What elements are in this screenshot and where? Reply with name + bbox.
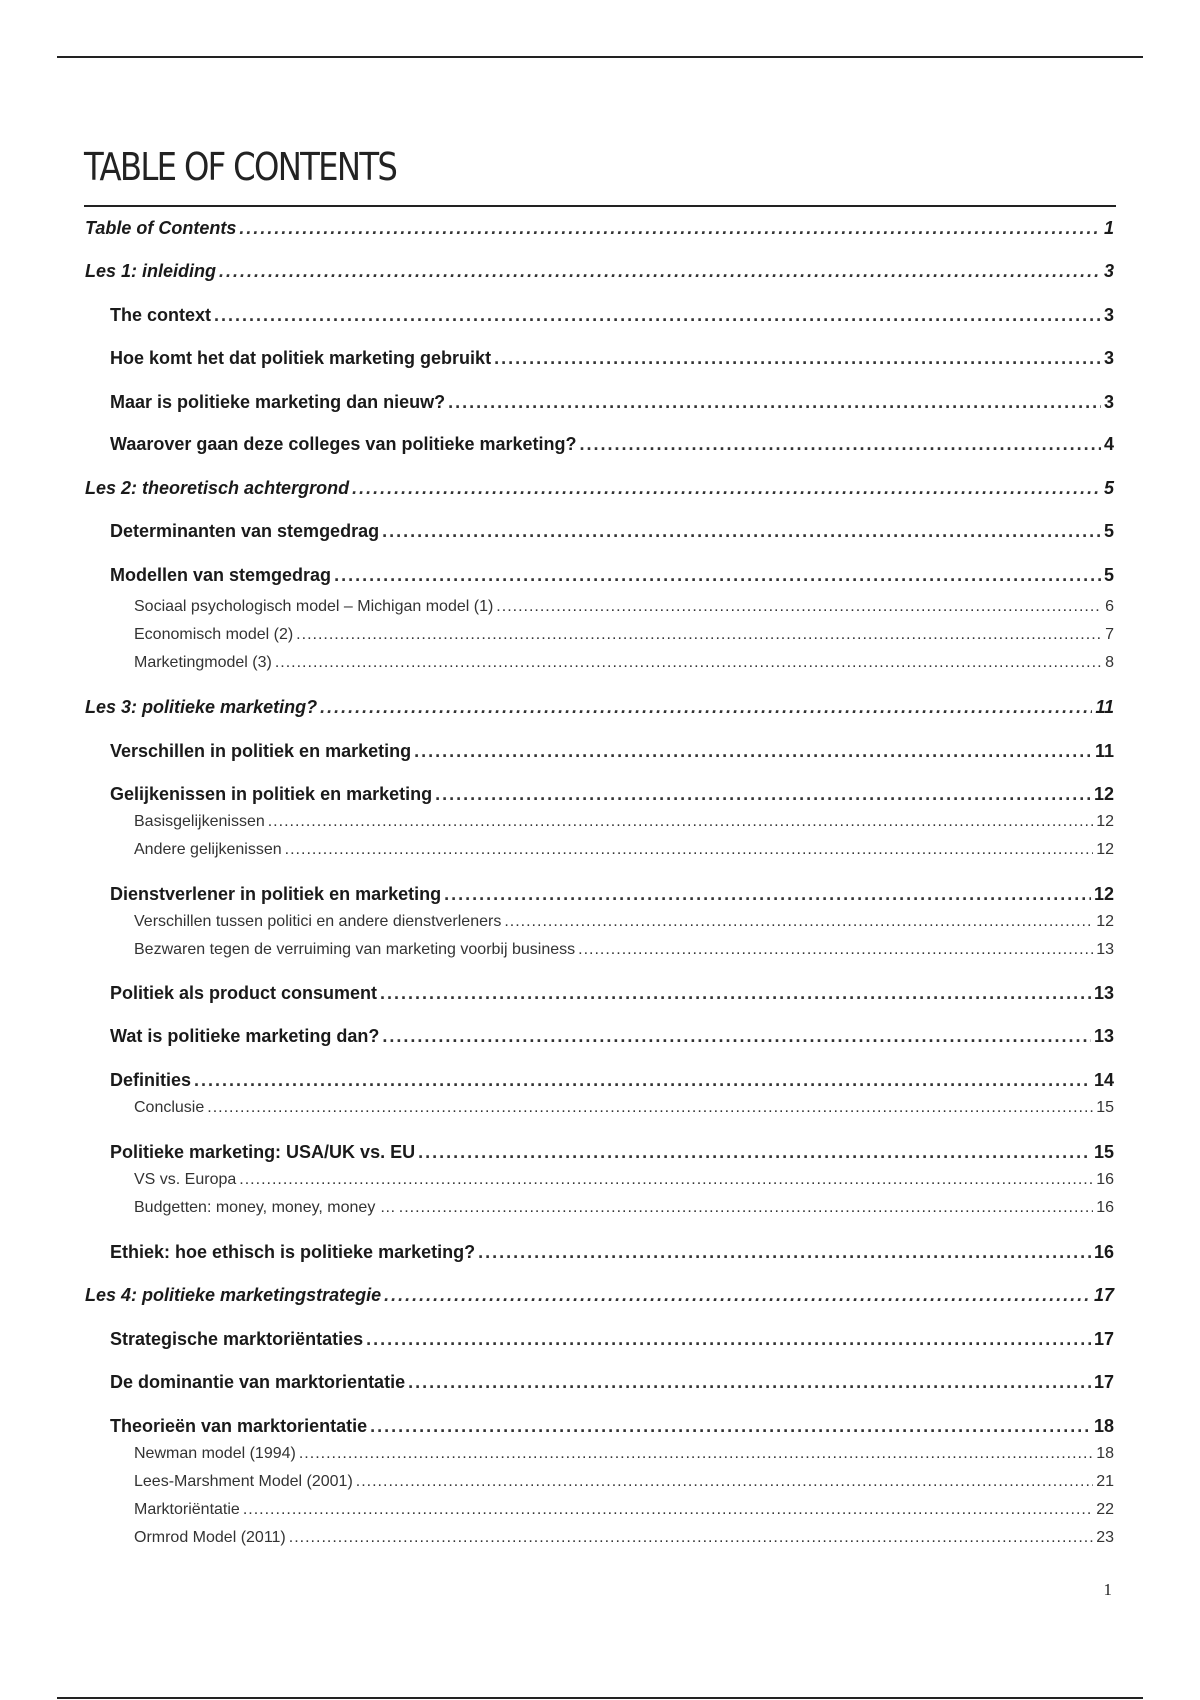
toc-entry-page: 17 — [1093, 1372, 1114, 1392]
toc-entry-level-2[interactable] — [0, 784, 1200, 805]
toc-dot-leader — [444, 884, 1091, 905]
toc-dot-leader — [296, 626, 1102, 644]
toc-entry-label: Gelijkenissen in politiek en marketing — [110, 784, 433, 804]
toc-dot-leader — [194, 1070, 1091, 1091]
toc-entry-page: 22 — [1096, 1501, 1114, 1518]
toc-entry-label: VS vs. Europa — [134, 1171, 237, 1188]
toc-dot-leader — [243, 1501, 1093, 1519]
toc-dot-leader — [408, 1372, 1091, 1393]
toc-dot-leader — [494, 348, 1101, 369]
page-number: 1 — [1103, 1580, 1112, 1599]
toc-entry-label: Sociaal psychologisch model – Michigan model (1) — [134, 598, 494, 615]
toc-entry-level-3[interactable] — [0, 1171, 1200, 1189]
toc-entry-label: Marktoriëntatie — [134, 1501, 240, 1518]
toc-entry-level-1[interactable] — [0, 1285, 1200, 1306]
toc-entry-page: 5 — [1103, 565, 1114, 585]
toc-entry-level-3[interactable] — [0, 1445, 1200, 1463]
toc-entry-page: 18 — [1093, 1416, 1114, 1436]
toc-entry-page: 12 — [1093, 784, 1114, 804]
toc-dot-leader — [384, 1285, 1091, 1306]
toc-dot-leader — [214, 305, 1101, 326]
toc-entry-page: 8 — [1105, 654, 1114, 671]
toc-entry-level-2[interactable] — [0, 392, 1200, 413]
toc-entry-level-3[interactable] — [0, 813, 1200, 831]
toc-entry-label: Politiek als product consument — [110, 983, 378, 1003]
toc-entry-level-1[interactable] — [0, 261, 1200, 282]
toc-dot-leader — [382, 521, 1101, 542]
toc-entry-label: Determinanten van stemgedrag — [110, 521, 380, 541]
toc-entry-label: Ethiek: hoe ethisch is politieke marketing? — [110, 1242, 476, 1262]
toc-entry-page: 13 — [1093, 1026, 1114, 1046]
toc-entry-level-2[interactable] — [0, 348, 1200, 369]
toc-entry-label: Andere gelijkenissen — [134, 841, 282, 858]
toc-entry-page: 12 — [1093, 884, 1114, 904]
toc-dot-leader — [478, 1242, 1091, 1263]
toc-entry-label: Les 4: politieke marketingstrategie — [85, 1285, 382, 1305]
toc-entry-label: Theorieën van marktorientatie — [110, 1416, 368, 1436]
toc-dot-leader — [418, 1142, 1091, 1163]
toc-entry-level-3[interactable] — [0, 1199, 1200, 1217]
toc-entry-page: 11 — [1094, 741, 1114, 761]
toc-dot-leader — [382, 1026, 1091, 1047]
toc-entry-page: 12 — [1096, 841, 1114, 858]
toc-dot-leader — [580, 434, 1101, 455]
toc-entry-label: Les 2: theoretisch achtergrond — [85, 478, 350, 498]
toc-entry-label: Bezwaren tegen de verruiming van marketing voorbij business — [134, 941, 576, 958]
toc-dot-leader — [414, 741, 1092, 762]
toc-dot-leader — [370, 1416, 1091, 1437]
toc-entry-label: Waarover gaan deze colleges van politieke marketing? — [110, 434, 577, 454]
toc-entry-label: Conclusie — [134, 1099, 205, 1116]
toc-entry-level-2[interactable] — [0, 1070, 1200, 1091]
toc-entry-page: 17 — [1093, 1329, 1114, 1349]
toc-entry-label: Politieke marketing: USA/UK vs. EU — [110, 1142, 416, 1162]
toc-entry-page: 3 — [1103, 392, 1114, 412]
toc-entry-page: 3 — [1103, 348, 1114, 368]
toc-dot-leader — [285, 841, 1094, 859]
toc-entry-level-2[interactable] — [0, 565, 1200, 586]
toc-entry-label: Verschillen tussen politici en andere dienstverleners — [134, 913, 502, 930]
toc-entry-label: Dienstverlener in politiek en marketing — [110, 884, 442, 904]
toc-entry-label: De dominantie van marktorientatie — [110, 1372, 406, 1392]
toc-entry-label: Newman model (1994) — [134, 1445, 296, 1462]
toc-entry-page: 18 — [1096, 1445, 1114, 1462]
toc-entry-page: 14 — [1093, 1070, 1114, 1090]
toc-entry-level-3[interactable] — [0, 1529, 1200, 1547]
toc-entry-level-2[interactable] — [0, 305, 1200, 326]
toc-dot-leader — [352, 478, 1101, 499]
toc-entry-page: 4 — [1103, 434, 1114, 454]
toc-entry-level-1[interactable] — [0, 697, 1200, 718]
toc-entry-page: 16 — [1093, 1242, 1114, 1262]
toc-entry-page: 3 — [1103, 305, 1114, 325]
toc-entry-level-1[interactable] — [0, 218, 1200, 239]
toc-dot-leader — [334, 565, 1101, 586]
toc-dot-leader — [448, 392, 1101, 413]
toc-entry-level-3[interactable] — [0, 913, 1200, 931]
toc-entry-level-3[interactable] — [0, 941, 1200, 959]
toc-dot-leader — [366, 1329, 1091, 1350]
toc-entry-page: 13 — [1093, 983, 1114, 1003]
page-title: TABLE OF CONTENTS — [84, 145, 397, 189]
toc-entry-level-2[interactable] — [0, 1372, 1200, 1393]
toc-dot-leader — [496, 598, 1102, 616]
toc-entry-label: Basisgelijkenissen — [134, 813, 265, 830]
toc-entry-page: 6 — [1105, 598, 1114, 615]
toc-entry-level-3[interactable] — [0, 841, 1200, 859]
toc-entry-level-3[interactable] — [0, 626, 1200, 644]
toc-entry-level-2[interactable] — [0, 983, 1200, 1004]
toc-entry-page: 12 — [1096, 813, 1114, 830]
toc-entry-level-3[interactable] — [0, 1473, 1200, 1491]
toc-entry-label: Budgetten: money, money, money … — [134, 1199, 396, 1216]
toc-entry-page: 21 — [1096, 1473, 1114, 1490]
toc-dot-leader — [578, 941, 1093, 959]
toc-entry-level-3[interactable] — [0, 1099, 1200, 1117]
title-underline — [84, 205, 1116, 207]
toc-dot-leader — [399, 1199, 1093, 1217]
toc-dot-leader — [219, 261, 1101, 282]
toc-dot-leader — [275, 654, 1102, 672]
toc-dot-leader — [380, 983, 1091, 1004]
toc-entry-page: 15 — [1093, 1142, 1114, 1162]
toc-entry-level-2[interactable] — [0, 1329, 1200, 1350]
toc-entry-label: Strategische marktoriëntaties — [110, 1329, 364, 1349]
toc-entry-page: 7 — [1105, 626, 1114, 643]
toc-entry-level-2[interactable] — [0, 1242, 1200, 1263]
toc-entry-page: 11 — [1095, 697, 1114, 717]
toc-entry-page: 5 — [1103, 521, 1114, 541]
toc-entry-label: Lees-Marshment Model (2001) — [134, 1473, 353, 1490]
toc-entry-level-3[interactable] — [0, 654, 1200, 672]
toc-dot-leader — [268, 813, 1093, 831]
toc-dot-leader — [320, 697, 1092, 718]
toc-entry-level-2[interactable] — [0, 1142, 1200, 1163]
toc-entry-label: Les 1: inleiding — [85, 261, 217, 281]
toc-entry-label: Marketingmodel (3) — [134, 654, 272, 671]
toc-entry-page: 17 — [1093, 1285, 1114, 1305]
toc-entry-level-2[interactable] — [0, 1026, 1200, 1047]
toc-entry-page: 15 — [1096, 1099, 1114, 1116]
toc-entry-label: Verschillen in politiek en marketing — [110, 741, 412, 761]
toc-entry-level-2[interactable] — [0, 434, 1200, 455]
toc-entry-label: Ormrod Model (2011) — [134, 1529, 286, 1546]
toc-entry-page: 12 — [1096, 913, 1114, 930]
toc-entry-page: 13 — [1096, 941, 1114, 958]
toc-entry-page: 1 — [1103, 218, 1114, 238]
toc-entry-label: Definities — [110, 1070, 192, 1090]
toc-dot-leader — [289, 1529, 1093, 1547]
toc-entry-page: 5 — [1103, 478, 1114, 498]
toc-entry-label: Maar is politieke marketing dan nieuw? — [110, 392, 446, 412]
footer-rule — [57, 1697, 1143, 1699]
toc-dot-leader — [239, 218, 1101, 239]
toc-entry-level-2[interactable] — [0, 1416, 1200, 1437]
toc-dot-leader — [504, 913, 1093, 931]
toc-entry-page: 16 — [1096, 1171, 1114, 1188]
toc-entry-label: Table of Contents — [85, 218, 237, 238]
toc-entry-label: Les 3: politieke marketing? — [85, 697, 318, 717]
toc-entry-level-2[interactable] — [0, 741, 1200, 762]
toc-entry-page: 3 — [1103, 261, 1114, 281]
toc-entry-level-3[interactable] — [0, 598, 1200, 616]
toc-entry-label: Hoe komt het dat politiek marketing gebruikt — [110, 348, 492, 368]
toc-dot-leader — [356, 1473, 1093, 1491]
toc-entry-label: The context — [110, 305, 212, 325]
toc-dot-leader — [435, 784, 1091, 805]
toc-entry-label: Modellen van stemgedrag — [110, 565, 332, 585]
toc-entry-level-3[interactable] — [0, 1501, 1200, 1519]
toc-dot-leader — [239, 1171, 1093, 1189]
toc-entry-level-2[interactable] — [0, 521, 1200, 542]
toc-entry-level-2[interactable] — [0, 884, 1200, 905]
toc-entry-label: Economisch model (2) — [134, 626, 294, 643]
toc-entry-label: Wat is politieke marketing dan? — [110, 1026, 380, 1046]
toc-entry-level-1[interactable] — [0, 478, 1200, 499]
header-rule — [57, 56, 1143, 58]
toc-entry-page: 23 — [1096, 1529, 1114, 1546]
toc-dot-leader — [299, 1445, 1093, 1463]
toc-dot-leader — [207, 1099, 1093, 1117]
toc-entry-page: 16 — [1096, 1199, 1114, 1216]
